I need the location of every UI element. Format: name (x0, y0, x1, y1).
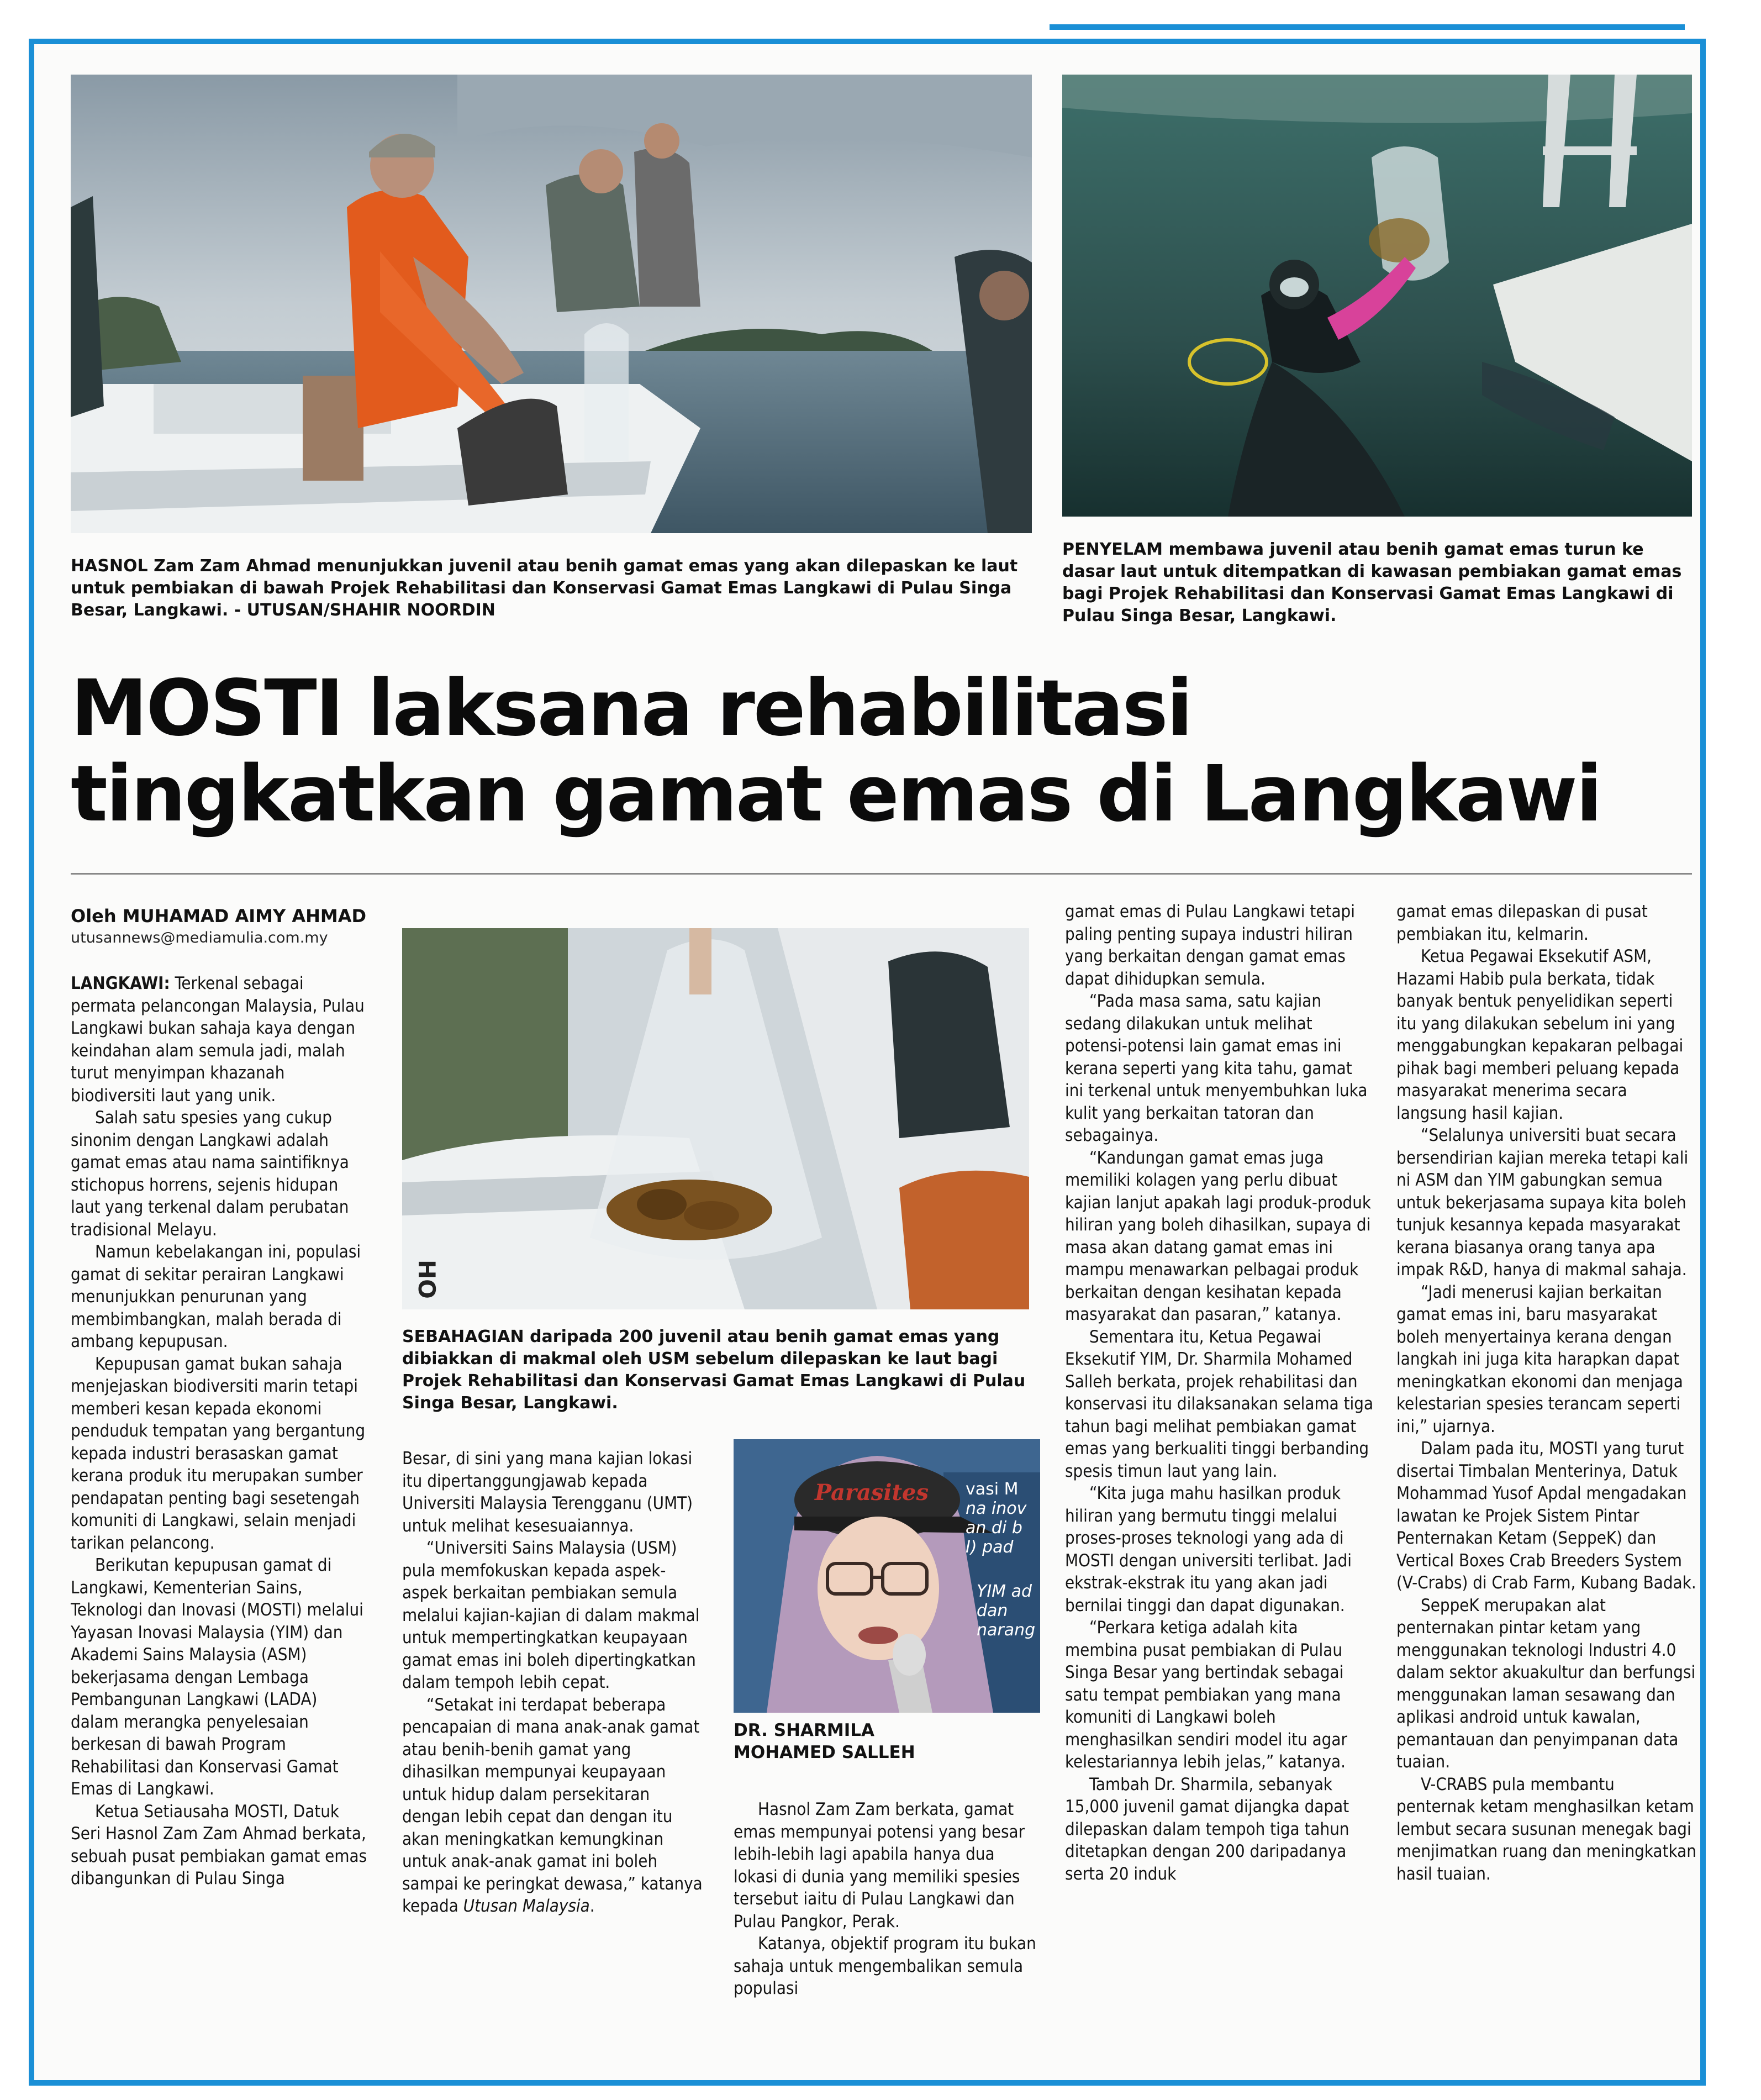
photo-caption-juvenile (402, 1326, 1029, 1414)
paragraph (402, 1694, 711, 1918)
paragraph-text: Terkenal sebagai permata pelancongan Malaysia, Pulau Langkawi bukan sahaja kaya dengan keindahan alam semula jadi, malah turut menyimpan khazanah biodiversiti laut yang unik. (71, 973, 365, 1106)
svg-text:HO: HO (413, 1260, 440, 1299)
paragraph: Hasnol Zam Zam berkata, gamat emas mempunyai potensi yang besar lebih-lebih lagi apabila hanya dua lokasi di dunia yang memiliki spesies tersebut iaitu di Pulau Langkawi dan Pulau Pangkor, Perak. (734, 1799, 1025, 1931)
paragraph: Katanya, objektif program itu bukan sahaja untuk mengembalikan semula populasi (734, 1934, 1036, 1998)
headline (71, 666, 1673, 837)
paragraph: Salah satu spesies yang cukup sinonim dengan Langkawi adalah gamat emas atau nama saintifiknya stichopus horrens, sejenis hidupan laut yang terkenal dalam perubatan tradisional Melayu. (71, 1108, 349, 1240)
board-text: an di b (966, 1518, 1022, 1538)
paragraph-end: . (589, 1896, 595, 1916)
headline-rule (71, 873, 1692, 875)
caption-text: Zam Zam Ahmad menunjukkan juvenil atau benih gamat emas yang akan dilepaskan ke laut untuk pembiakan di bawah Projek Rehabilitasi dan Konservasi Gamat Emas Langkawi di Pulau Singa Besar, Langkawi. - UTUSAN/SHAHIR NOORDIN (71, 556, 1018, 620)
photo-juvenile-bag (402, 928, 1029, 1309)
paragraph: “Universiti Sains Malaysia (USM) pula memfokuskan kepada aspek-aspek berkaitan pembiakan semula melalui kajian-kajian di dalam makmal untuk mempertingkatkan keupayaan gamat emas ini boleh dipertingkatkan dalam tempoh lebih cepat. (402, 1538, 700, 1692)
boat-scene-illustration (71, 75, 1032, 533)
paragraph: “Pada masa sama, satu kajian sedang dilakukan untuk melihat potensi-potensi lain gamat emas ini kerana seperti yang kita tahu, gamat ini terkenal untuk menyembuhkan luka kulit yang berkaitan tatoran dan sebagainya. (1065, 991, 1368, 1145)
paragraph: “Kandungan gamat emas juga memiliki kolagen yang perlu dibuat kajian lanjut apakah lagi produk-produk hiliran yang boleh dihasilkan, supaya di masa akan datang gamat emas ini mampu menawarkan pelbagai produk berkaitan dengan kesihatan kepada masyarakat dan pasaran,” katanya. (1065, 1148, 1372, 1324)
photo-caption-officials (71, 555, 1043, 622)
board-text: na inov (966, 1499, 1027, 1518)
top-accent-bar (1050, 24, 1685, 30)
paragraph: Ketua Setiausaha MOSTI, Datuk Seri Hasnol Zam Zam Ahmad berkata, sebuah pusat pembiakan gamat emas dibangunkan di Pulau Singa (71, 1801, 367, 1888)
paragraph: gamat emas di Pulau Langkawi tetapi paling penting supaya industri hiliran yang berkaitan dengan gamat emas dapat dihidupkan semula. (1065, 902, 1355, 989)
paragraph: Ketua Pegawai Eksekutif ASM, Hazami Habib pula berkata, tidak banyak bentuk penyelidikan seperti itu yang dilakukan sebelum ini yang menggabungkan kepakaran pelbagai pihak bagi memberi peluang kepada masyarakat menerima secara langsung hasil kajian. (1396, 946, 1684, 1123)
caption-text: daripada 200 juvenil atau benih gamat emas yang dibiakkan di makmal oleh USM sebelum dilepaskan ke laut bagi Projek Rehabilitasi dan Konservasi Gamat Emas Langkawi di Pulau Singa Besar, Langkawi. (402, 1327, 1026, 1413)
board-text: narang (977, 1620, 1036, 1640)
paragraph: Besar, di sini yang mana kajian lokasi itu dipertanggungjawab kepada Universiti Malaysia Terengganu (UMT) untuk melihat kesesuaiannya. (402, 1449, 693, 1536)
byline-author: MUHAMAD AIMY AHMAD (122, 906, 367, 927)
paragraph: V-CRABS pula membantu penternak ketam menghasilkan ketam lembut secara susunan menegak bagi menjimatkan ruang dan meningkatkan hasil tuaian. (1396, 1774, 1696, 1884)
bag-scene-illustration (402, 928, 1029, 1309)
diver-scene-illustration (1062, 75, 1692, 517)
headline-line-2: tingkatkan gamat emas di Langkawi (71, 749, 1601, 839)
paragraph: “Jadi menerusi kajian berkaitan gamat emas ini, baru masyarakat boleh menyertainya kerana dengan langkah ini juga kita harapkan dapat meningkatkan ekonomi dan menjaga kelestarian spesies terancam seperti ini,” ujarnya. (1396, 1282, 1683, 1436)
portrait-dr-sharmila (734, 1439, 1040, 1713)
article-column-2 (402, 1448, 711, 1918)
dateline: LANGKAWI: (71, 973, 170, 993)
photo-caption-diver (1062, 539, 1692, 627)
paragraph: gamat emas dilepaskan di pusat pembiakan itu, kelmarin. (1396, 902, 1648, 944)
paragraph: Sementara itu, Ketua Pegawai Eksekutif YIM, Dr. Sharmila Mohamed Salleh berkata, projek rehabilitasi dan konservasi itu dilaksanakan selama tiga tahun bagi melihat pembiakan gamat emas yang berkualiti tinggi berbanding spesis timun laut yang lain. (1065, 1327, 1374, 1481)
byline (71, 905, 366, 927)
paragraph: Kepupusan gamat bukan sahaja menjejaskan biodiversiti marin tetapi memberi kesan kepada ekonomi penduduk tempatan yang bergantung kepada industri berasaskan gamat kerana produk itu merupakan sumber pendapatan penting bagi sesetengah komuniti di Langkawi, selain menjadi tarikan pelancong. (71, 1354, 366, 1553)
article-column-4 (1065, 901, 1374, 1885)
caption-lead: SEBAHAGIAN (402, 1327, 524, 1346)
portrait-caption (734, 1719, 915, 1764)
paragraph-text: “Setakat ini terdapat beberapa pencapaian di mana anak-anak gamat atau benih-benih gamat yang dihasilkan mempunyai keupayaan untuk hidup dalam persekitaran dengan lebih cepat dan dengan itu akan meningkatkan kemungkinan untuk anak-anak gamat ini boleh sampai ke peringkat dewasa,” katanya kepada (402, 1694, 703, 1916)
paragraph (71, 972, 369, 1107)
paragraph: Berikutan kepupusan gamat di Langkawi, Kementerian Sains, Teknologi dan Inovasi (MOSTI) melalui Yayasan Inovasi Malaysia (YIM) dan Akademi Sains Malaysia (ASM) bekerjasama dengan Lembaga Pembangunan Langkawi (LADA) dalam merangka penyelesaian berkesan di bawah Program Rehabilitasi dan Konservasi Gamat Emas di Langkawi. (71, 1555, 363, 1799)
board-text: I) pad (966, 1538, 1014, 1557)
paragraph: “Selalunya universiti buat secara bersendirian kajian mereka tetapi kali ni ASM dan YIM gabungkan semua untuk bekerjasama supaya kita boleh tunjuk kesannya kepada masyarakat kerana biasanya orang tanya apa impak R&D, hanya di makmal sahaja. (1396, 1125, 1689, 1280)
portrait-illustration (734, 1439, 1040, 1713)
board-text: vasi M (966, 1480, 1019, 1499)
publication-name: Utusan Malaysia (463, 1896, 590, 1916)
caption-lead: HASNOL (71, 556, 148, 576)
board-text: YIM ad (977, 1582, 1032, 1601)
article-column-5 (1396, 901, 1697, 1885)
paragraph: SeppeK merupakan alat penternakan pintar ketam yang menggunakan teknologi Industri 4.0 dalam sektor akuakultur dan berfungsi menggunakan laman sesawang dan aplikasi android untuk kawalan, pemantauan dan penyimpanan data tuaian. (1396, 1595, 1696, 1772)
headline-line-1: MOSTI laksana rehabilitasi (71, 664, 1191, 754)
cap-logo-text: Parasites (814, 1480, 929, 1506)
byline-prefix: Oleh (71, 906, 123, 927)
paragraph: Dalam pada itu, MOSTI yang turut disertai Timbalan Menterinya, Datuk Mohammad Yusof Apdal mengadakan lawatan ke Projek Sistem Pintar Penternakan Ketam (SeppeK) dan Vertical Boxes Crab Breeders System (V-Crabs) di Crab Farm, Kubang Badak. (1396, 1439, 1696, 1593)
photo-officials-on-boat (71, 75, 1032, 533)
paragraph: “Kita juga mahu hasilkan produk hiliran yang bermutu tinggi melalui proses-proses teknologi yang ada di MOSTI dengan universiti terlibat. Jadi ekstrak-ekstrak itu yang akan jadi bernilai tinggi dan dapat digunakan. (1065, 1483, 1352, 1615)
paragraph: “Perkara ketiga adalah kita membina pusat pembiakan di Pulau Singa Besar yang bertindak sebagai satu tempat pembiakan yang mana komuniti di Langkawi boleh menghasilkan sendiri model itu agar kelestariannya lebih jelas,” katanya. (1065, 1618, 1347, 1772)
board-text: dan (977, 1601, 1008, 1620)
caption-text: membawa juvenil atau benih gamat emas turun ke dasar laut untuk ditempatkan di kawasan pembiakan gamat emas bagi Projek Rehabilitasi dan Konservasi Gamat Emas Langkawi di Pulau Singa Besar, Langkawi. (1062, 540, 1682, 625)
byline-email: utusannews@mediamulia.com.my (71, 929, 328, 946)
portrait-name-line-2: MOHAMED SALLEH (734, 1743, 915, 1762)
paragraph: Tambah Dr. Sharmila, sebanyak 15,000 juvenil gamat dijangka dapat dilepaskan dalam tempoh tiga tahun ditetapkan dengan 200 daripadanya serta 20 induk (1065, 1774, 1349, 1884)
portrait-name-line-1: DR. SHARMILA (734, 1720, 875, 1740)
article-column-1 (71, 972, 369, 1890)
article-column-3 (734, 1798, 1040, 2000)
photo-diver-underwater (1062, 75, 1692, 517)
caption-lead: PENYELAM (1062, 540, 1163, 559)
paragraph: Namun kebelakangan ini, populasi gamat di sekitar perairan Langkawi menunjukkan penurunan yang membimbangkan, malah berada di ambang kepupusan. (71, 1242, 361, 1351)
